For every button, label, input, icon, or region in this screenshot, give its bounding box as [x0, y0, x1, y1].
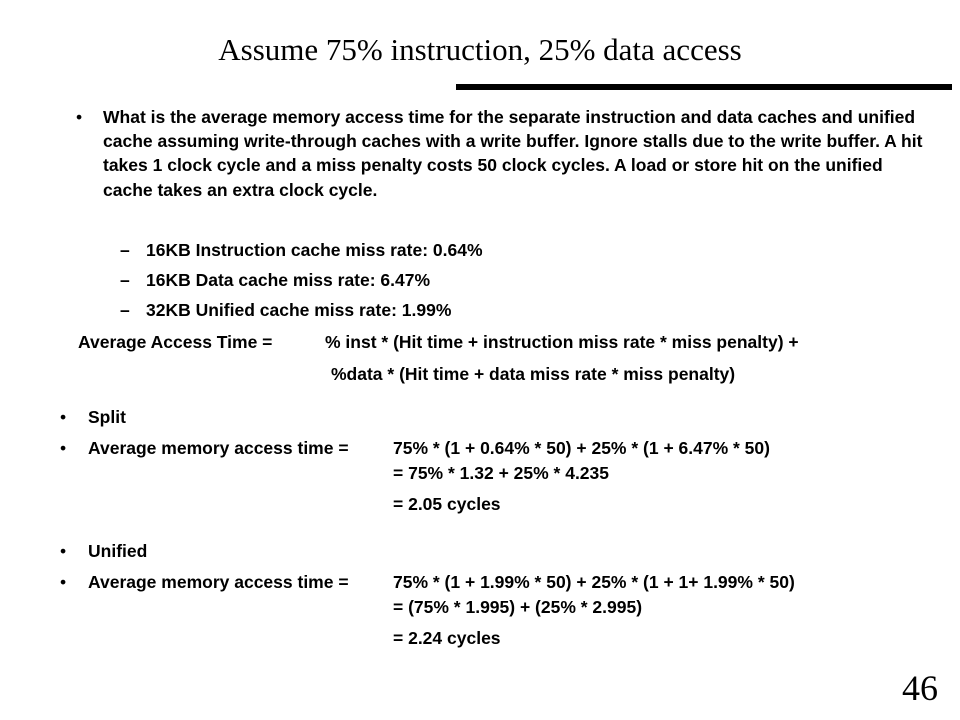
unified-line-1: 75% * (1 + 1.99% * 50) + 25% * (1 + 1+ 1.99% * 50)	[393, 572, 795, 592]
unified-amat-bullet-icon: •	[60, 572, 67, 592]
unified-bullet-icon: •	[60, 541, 67, 561]
dash-icon: –	[120, 300, 130, 320]
slide-title: Assume 75% instruction, 25% data access	[218, 32, 742, 67]
dash-icon: –	[120, 240, 130, 260]
split-line-1: 75% * (1 + 0.64% * 50) + 25% * (1 + 6.47% * 50)	[393, 438, 770, 458]
intro-question: What is the average memory access time for the separate instruction and data caches and unified cache assuming write-through caches with a write buffer. Ignore stalls due to the write buffer. A hit takes 1 clock cycle and a miss penalty costs 50 clock cycles. A load or store hit on the unified cache takes an extra clock cycle.	[103, 107, 923, 200]
formula-line-1: % inst * (Hit time + instruction miss rate * miss penalty) +	[325, 332, 799, 352]
split-bullet-icon: •	[60, 407, 67, 427]
dash-icon: –	[120, 270, 130, 290]
formula-line-2: %data * (Hit time + data miss rate * miss penalty)	[331, 364, 736, 384]
sub-item-instruction-miss-rate: 16KB Instruction cache miss rate: 0.64%	[146, 240, 483, 260]
title-underline	[456, 84, 952, 90]
unified-line-2: = (75% * 1.995) + (25% * 2.995)	[393, 597, 643, 617]
sub-item-data-miss-rate: 16KB Data cache miss rate: 6.47%	[146, 270, 431, 290]
split-amat-bullet-icon: •	[60, 438, 67, 458]
sub-item-unified-miss-rate: 32KB Unified cache miss rate: 1.99%	[146, 300, 452, 320]
split-line-2: = 75% * 1.32 + 25% * 4.235	[393, 463, 609, 483]
unified-amat-label: Average memory access time =	[88, 572, 349, 592]
unified-heading: Unified	[88, 541, 148, 561]
split-heading: Split	[88, 407, 126, 427]
split-result: = 2.05 cycles	[393, 494, 501, 514]
unified-result: = 2.24 cycles	[393, 628, 501, 648]
intro-bullet-icon: •	[76, 107, 83, 127]
formula-label: Average Access Time =	[78, 332, 273, 352]
split-amat-label: Average memory access time =	[88, 438, 349, 458]
page-number: 46	[902, 668, 938, 708]
